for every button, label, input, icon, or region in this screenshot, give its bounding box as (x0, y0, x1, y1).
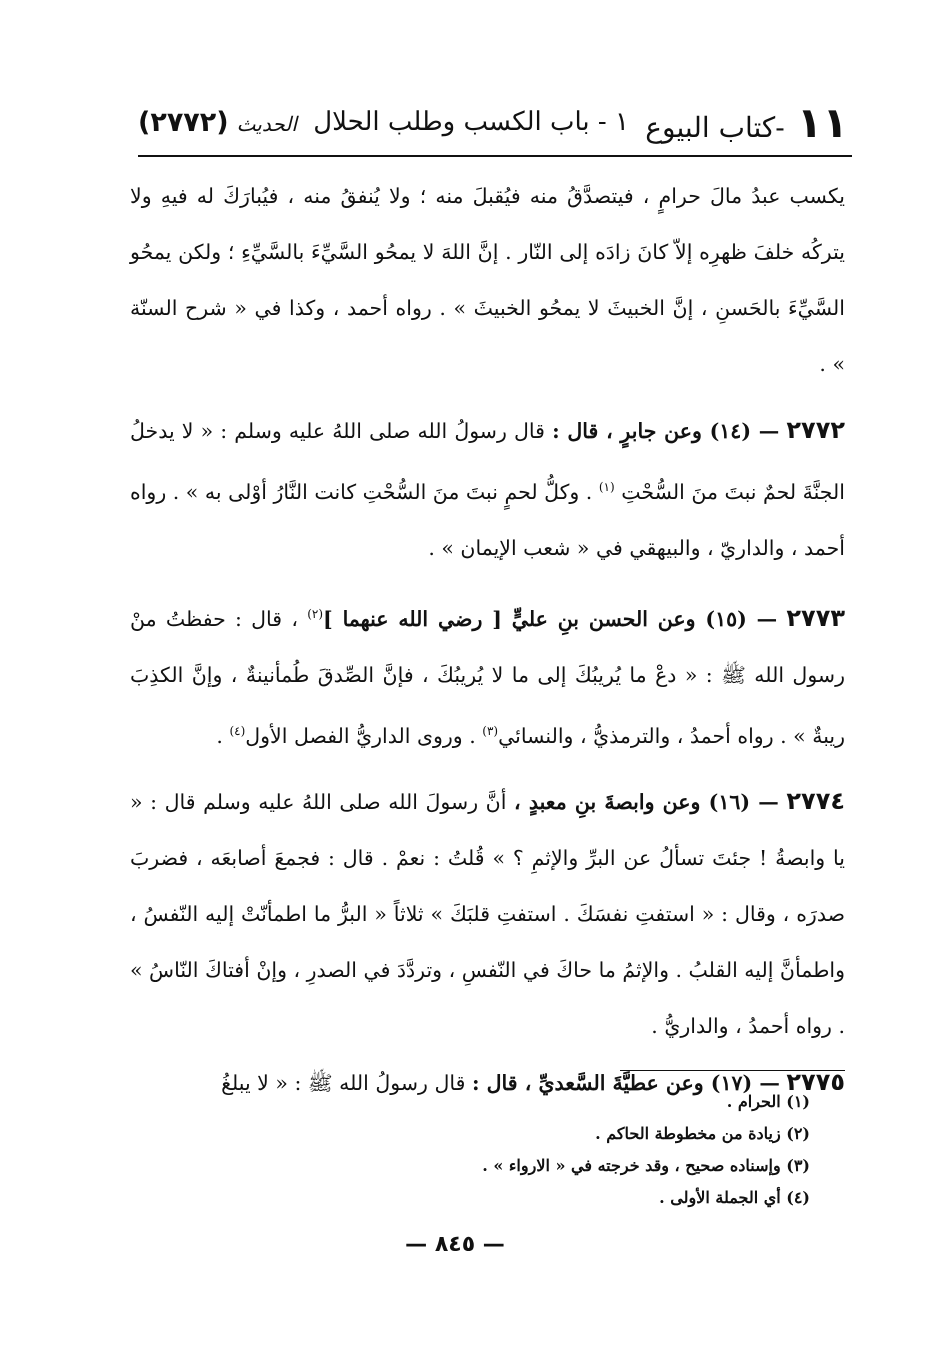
hadith-number: ٢٧٧٥ (786, 1068, 845, 1097)
hadith-range (138, 107, 297, 138)
hadith-2772 (130, 402, 845, 576)
main-text (130, 168, 845, 1111)
hadith-2774 (130, 773, 845, 1054)
footnote-divider (620, 1070, 845, 1071)
hadith-text: ، قال : حفظتُ منْ رسول الله ﷺ : « دعْ ما يُريبُكَ إلى ما لا يُريبُكَ ، فإنَّ الصِّدقَ طُمأنينةٌ ، وإنَّ الكذِبَ ريبةٌ » . رواه أحمدُ ، والترمذيُّ ، والنسائي (130, 606, 845, 748)
hadith-number: ٢٧٧٣ (786, 603, 845, 632)
footnote-reference: (١) (598, 480, 615, 494)
hadith-range-number: (٢٧٧٢) (138, 106, 229, 138)
footnote-reference: (٤) (229, 723, 246, 738)
hadith-text-continued: . وكلُّ لحمٍ نبتَ منَ السُّحْتِ كانت النَّارُ أوْلى به » . رواه أحمد ، والداريّ ، والبيهقي في « شعب الإيمان » . (130, 479, 845, 560)
footnote-2: (٢) زيادة من مخطوطة الحاكم . (595, 1124, 810, 1143)
hadith-text-continued: . وروى الداريُّ الفصل الأول (245, 723, 476, 748)
footnotes (300, 1086, 810, 1214)
footnote-reference: (٢) (307, 606, 324, 621)
header-divider (138, 155, 852, 157)
paragraph-continuation (130, 168, 845, 392)
book-heading (645, 98, 848, 147)
chapter-title: ١ - باب الكسب وطلب الحلال (313, 107, 629, 137)
hadith-text-end: . (216, 723, 223, 748)
book-number: ١١ (796, 97, 848, 147)
hadith-narrator: — (١٥) وعن الحسن بنِ عليٍّ [ رضي الله عنهما ] (323, 606, 778, 631)
footnote-4: (٤) أي الجملة الأولى . (659, 1188, 810, 1207)
hadith-label: الحديث (236, 111, 297, 136)
footnote-3: (٣) وإسناده صحيح ، وقد خرجته في « الارواء » . (482, 1156, 810, 1175)
footnote-1: (١) الحرام . (726, 1092, 810, 1111)
running-header (138, 92, 848, 152)
paragraph-text: يكسب عبدُ مالَ حرامٍ ، فيتصدَّقُ منه فيُقبلَ منه ؛ ولا يُنفقُ منه ، فيُبارَكَ له فيهِ ولا يتركُه خلفَ ظهرِه إلاّ كانَ زادَه إلى النّار . إنَّ اللهَ لا يمحُو السَّيِّءَ بالسَّيِّءِ ؛ ولكن يمحُو السَّيِّءَ بالحَسنِ ، إنَّ الخبيثَ لا يمحُو الخبيثَ » . رواه أحمد ، وكذا في « شرح السنّة » . (130, 184, 845, 376)
hadith-text: أنَّ رسولَ الله صلى اللهُ عليه وسلم قال : « يا وابصةُ ! جئتَ تسألُ عن البرِّ والإثمِ ؟ » قُلتُ : نعمْ . قال : فجمعَ أصابعَه ، فضربَ صدرَه ، وقال : « استفتِ نفسَكَ . استفتِ قلبَكَ » ثلاثاً « البرُّ ما اطمأنّتْ إليه النّفسُ ، واطمأنَّ إليه القلبُ . والإثمُ ما حاكَ في النّفسِ ، وتردَّدَ في الصدرِ ، وإنْ أفتاكَ النّاسُ » . رواه أحمدُ ، والداريُّ . (130, 790, 845, 1039)
hadith-narrator: — (١٤) وعن جابرٍ ، قال : (552, 419, 780, 443)
hadith-text: قال رسولُ الله ﷺ : « لا يبلغُ (221, 1071, 466, 1096)
hadith-narrator: — (١٦) وعن وابصةَ بنِ معبدٍ ، (514, 790, 779, 815)
hadith-2773 (130, 586, 845, 764)
page-number: — ٨٤٥ — (405, 1232, 505, 1257)
book-title: -كتاب البيوع (645, 110, 785, 144)
footnote-reference: (٣) (482, 723, 499, 738)
hadith-number: ٢٧٧٢ (786, 416, 845, 444)
hadith-narrator: — (١٧) وعن عطيَّةَ السَّعديِّ ، قال : (471, 1071, 780, 1096)
hadith-number: ٢٧٧٤ (786, 787, 845, 816)
hadith-text: قال رسولُ الله صلى اللهُ عليه وسلم : « لا يدخلُ الجنَّةَ لحمٌ نبتَ منَ السُّحْتِ (130, 419, 845, 504)
